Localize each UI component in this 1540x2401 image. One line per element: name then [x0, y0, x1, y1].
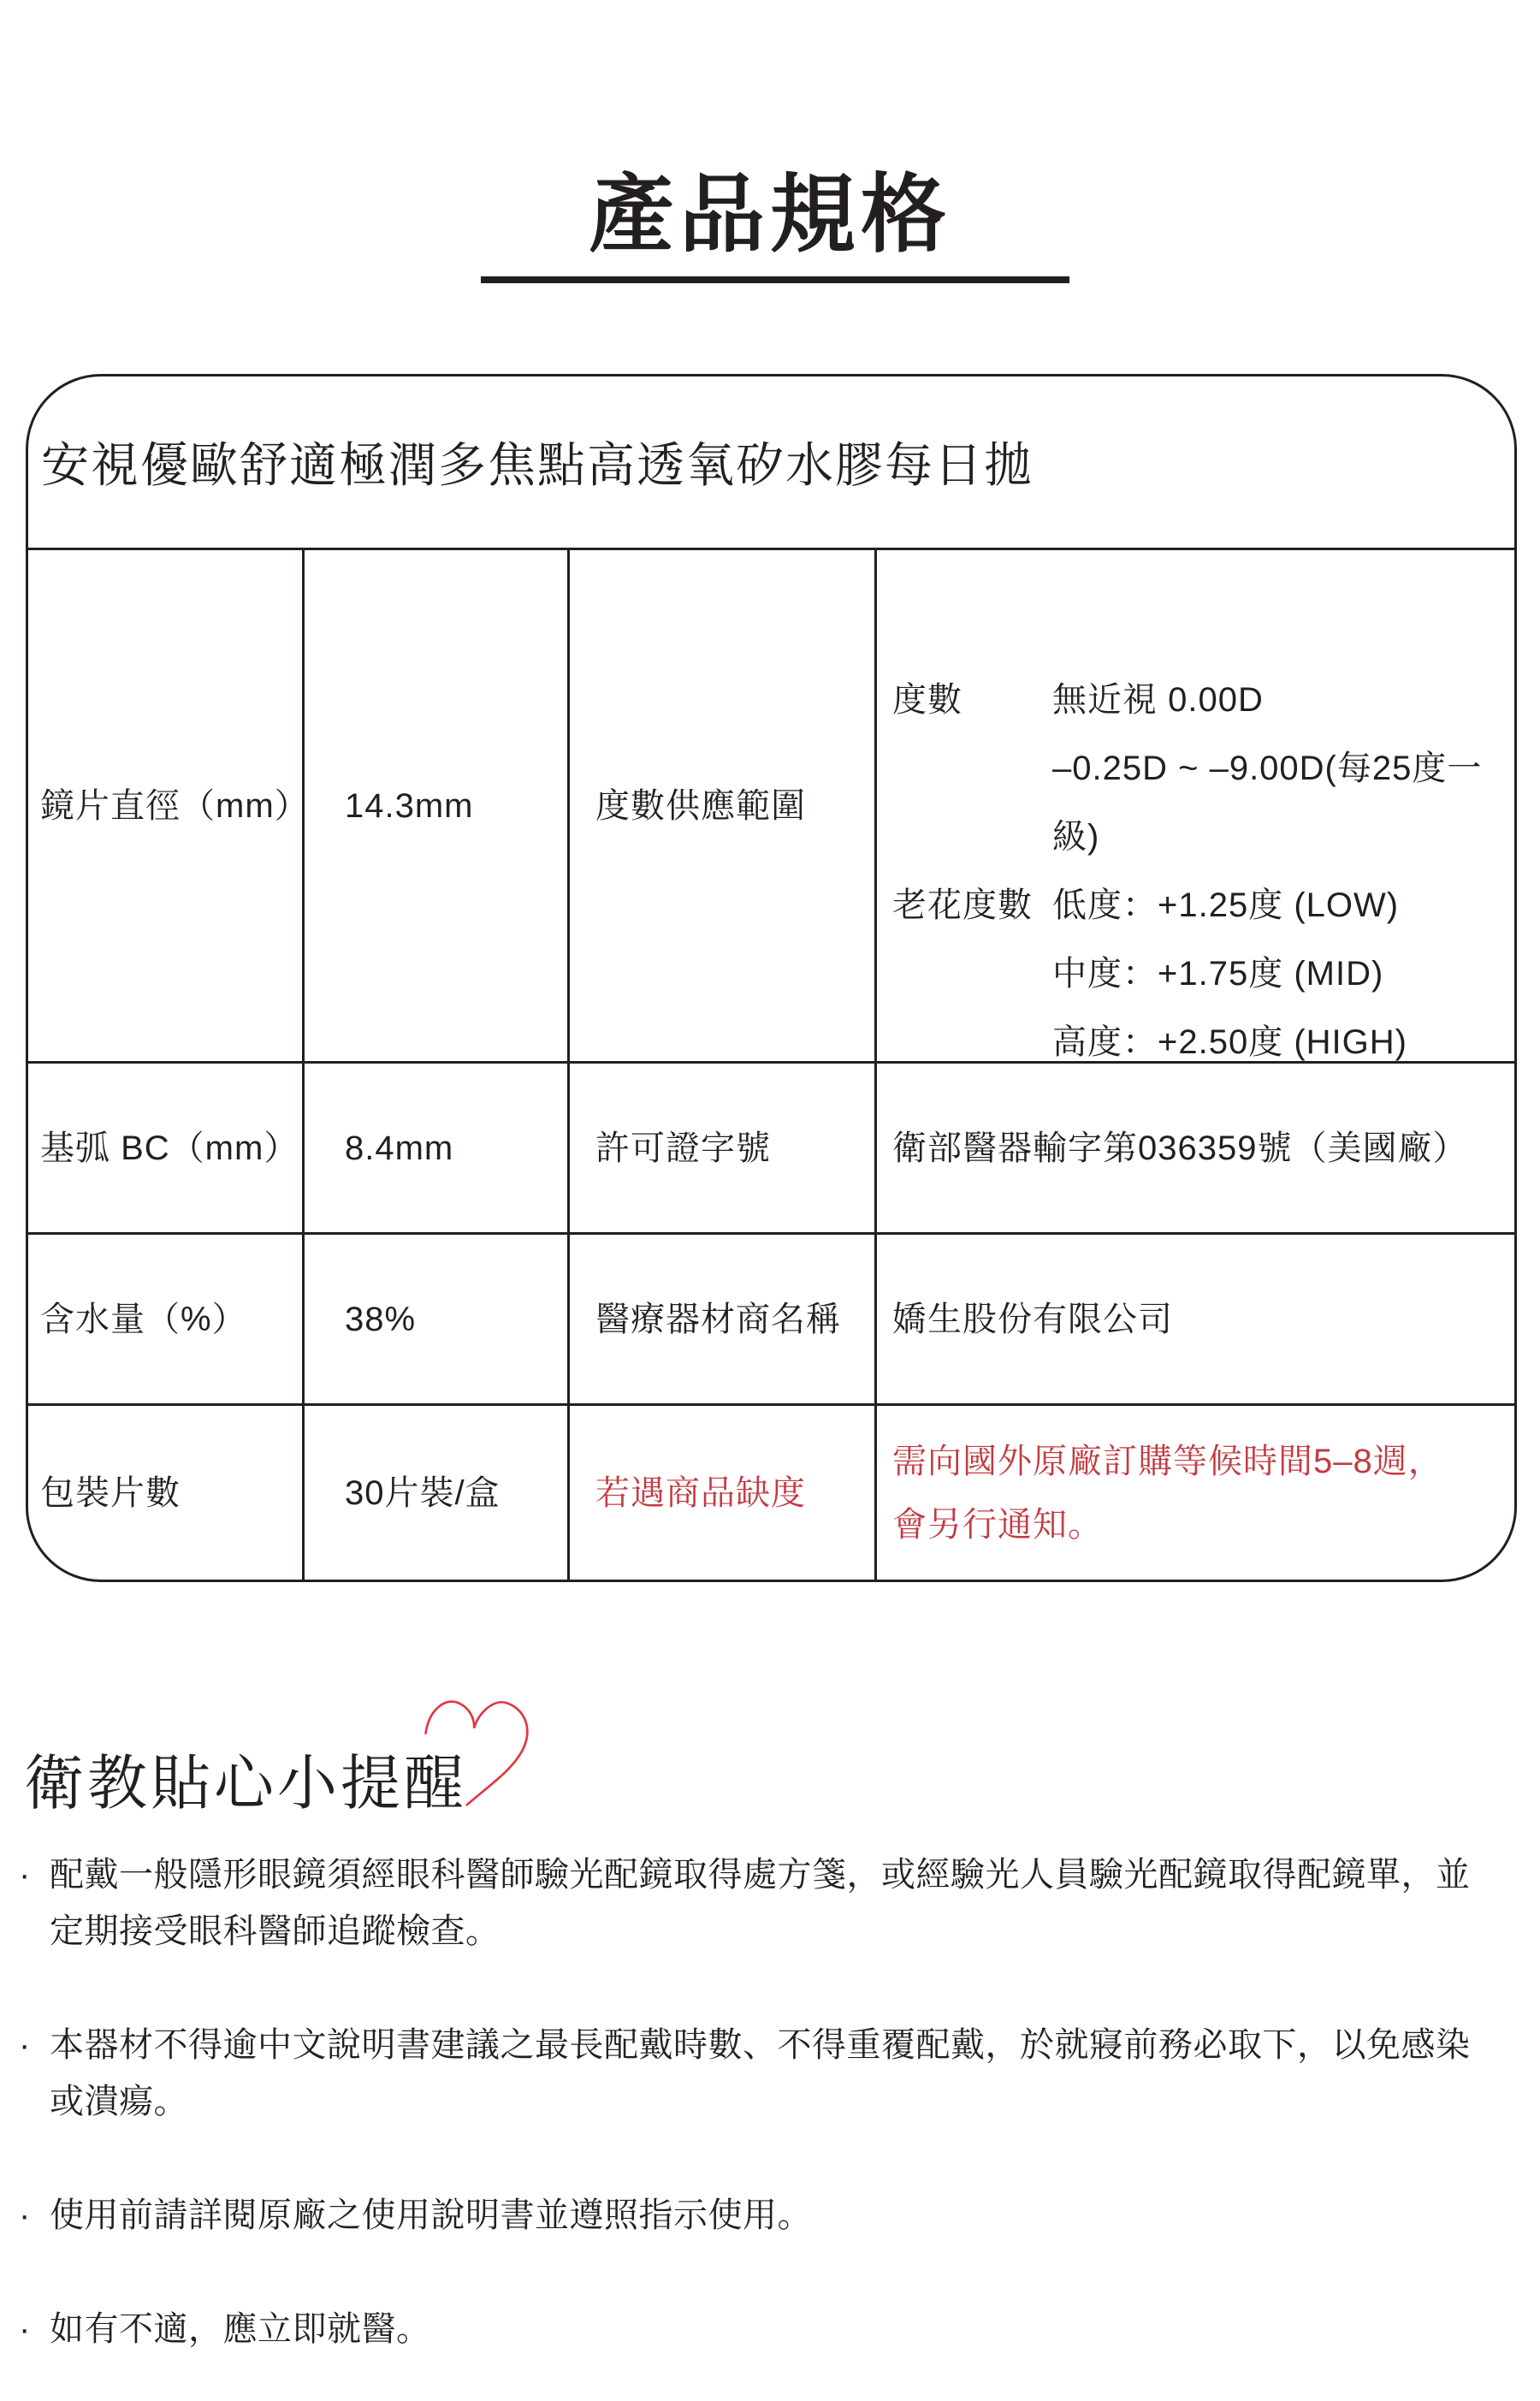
spec-value-base-curve: 8.4mm [302, 1061, 567, 1232]
spec-label-dealer: 醫療器材商名稱 [567, 1232, 874, 1403]
spec-label-power-range: 度數供應範圍 [567, 548, 874, 1061]
bullet-dot: · [19, 1856, 31, 1894]
heart-icon [413, 1692, 541, 1815]
bullet-dot: · [19, 2310, 31, 2348]
reminder-heading: 衛教貼心小提醒 [24, 1750, 467, 1817]
reminder-bullet [19, 2187, 1504, 2244]
spec-label-license: 許可證字號 [567, 1061, 874, 1232]
addition-value-line: 低度：+1.25度 (LOW) [1052, 886, 1400, 924]
reminder-bullet [19, 2301, 1504, 2357]
spec-value-diameter: 14.3mm [302, 548, 567, 1061]
spec-table [26, 374, 1517, 1582]
addition-label: 老花度數 [892, 886, 1033, 924]
bullet-text: 如有不適，應立即就醫。 [50, 2310, 431, 2348]
product-name: 安視優歐舒適極潤多焦點高透氧矽水膠每日拋 [41, 438, 1034, 492]
spec-label-diameter: 鏡片直徑（mm） [28, 548, 302, 1061]
reminder-bullet [19, 2017, 1504, 2130]
addition-value-line: 高度：+2.50度 (HIGH) [1052, 1023, 1407, 1061]
spec-value-dealer: 嬌生股份有限公司 [874, 1232, 1514, 1403]
spec-value-water-content: 38% [302, 1232, 567, 1403]
power-group [892, 666, 1497, 871]
spec-label-base-curve: 基弧 BC（mm） [28, 1061, 302, 1232]
bullet-text: 配戴一般隱形眼鏡須經眼科醫師驗光配鏡取得處方箋，或經驗光人員驗光配鏡取得配鏡單，並定期接受眼科醫師追蹤檢查。 [50, 1856, 1471, 1950]
addition-values [1052, 871, 1497, 1076]
spec-value-power-range [874, 548, 1514, 1061]
spec-label-shortage: 若遇商品缺度 [567, 1403, 874, 1580]
spec-value-shortage [874, 1403, 1514, 1580]
power-value-line: 無近視 0.00D [1052, 681, 1264, 719]
shortage-note: 需向國外原廠訂購等候時間5–8週，會另行通知。 [892, 1442, 1443, 1544]
addition-group [892, 871, 1497, 1076]
reminder-bullet-list [19, 1847, 1504, 2401]
bullet-text: 本器材不得逾中文說明書建議之最長配戴時數、不得重覆配戴，於就寢前務必取下，以免感染或潰瘍。 [50, 2026, 1471, 2120]
bullet-dot: · [19, 2026, 31, 2064]
power-value-line: –0.25D ~ –9.00D(每25度一級) [1052, 750, 1483, 856]
reminder-bullet [19, 1847, 1504, 1959]
spec-value-license: 衛部醫器輸字第036359號（美國廠） [874, 1061, 1514, 1232]
bullet-dot: · [19, 2196, 31, 2234]
spec-label-water-content: 含水量（%） [28, 1232, 302, 1403]
spec-label-packaging: 包裝片數 [28, 1403, 302, 1580]
page-title: 產品規格 [589, 167, 951, 263]
bullet-text: 使用前請詳閱原廠之使用說明書並遵照指示使用。 [50, 2196, 812, 2234]
title-underline [481, 276, 1069, 283]
spec-value-packaging: 30片裝/盒 [302, 1403, 567, 1580]
power-label: 度數 [892, 681, 962, 719]
addition-value-line: 中度：+1.75度 (MID) [1052, 955, 1384, 993]
power-values [1052, 666, 1497, 871]
